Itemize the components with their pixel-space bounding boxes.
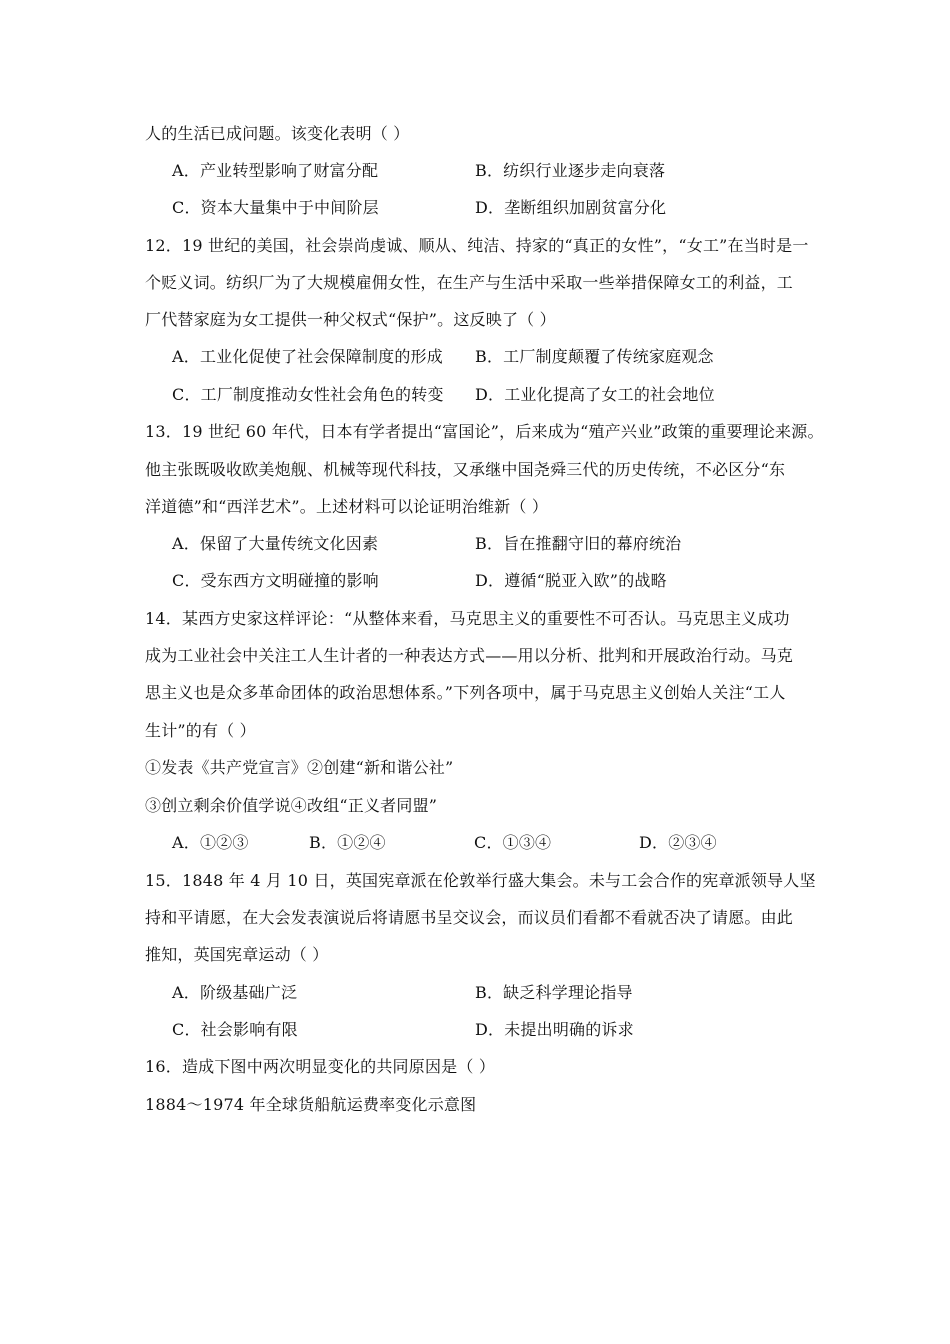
q11-option-b: B．纺织行业逐步走向衰落 <box>475 161 666 180</box>
q14-option-c: C．①③④ <box>474 833 552 852</box>
q13-stem-line-3: 洋道德”和“西洋艺术”。上述材料可以论证明治维新（ ） <box>145 497 549 516</box>
q11-stem-tail: 人的生活已成问题。该变化表明（ ） <box>145 124 410 143</box>
q11-option-d: D．垄断组织加剧贫富分化 <box>475 198 667 217</box>
q12-option-d: D．工业化提高了女工的社会地位 <box>475 385 715 404</box>
q15-option-a: A．阶级基础广泛 <box>172 983 298 1002</box>
q13-option-d: D．遵循“脱亚入欧”的战略 <box>475 571 667 590</box>
q14-item-line-2: ③创立剩余价值学说④改组“正义者同盟” <box>145 796 438 815</box>
q12-option-a: A．工业化促使了社会保障制度的形成 <box>172 347 443 366</box>
q13-option-a: A．保留了大量传统文化因素 <box>172 534 379 553</box>
q13-stem-line-1: 13．19 世纪 60 年代，日本有学者提出“富国论”，后来成为“殖产兴业”政策的重要理论来源。 <box>145 422 824 441</box>
q14-stem-line-4: 生计”的有（ ） <box>145 721 256 740</box>
q15-stem-line-1: 15．1848 年 4 月 10 日，英国宪章派在伦敦举行盛大集会。未与工会合作的宪章派领导人坚 <box>145 871 816 890</box>
q13-stem-line-2: 他主张既吸收欧美炮舰、机械等现代科技，又承继中国尧舜三代的历史传统，不必区分“东 <box>145 460 786 479</box>
q12-stem-line-1: 12．19 世纪的美国，社会崇尚虔诚、顺从、纯洁、持家的“真正的女性”，“女工”在当时是一 <box>145 236 809 255</box>
q12-stem-line-3: 厂代替家庭为女工提供一种父权式“保护”。这反映了（ ） <box>145 310 556 329</box>
q15-option-c: C．社会影响有限 <box>172 1020 298 1039</box>
q14-stem-line-1: 14．某西方史家这样评论：“从整体来看，马克思主义的重要性不可否认。马克思主义成功 <box>145 609 790 628</box>
q13-option-b: B．旨在推翻守旧的幕府统治 <box>475 534 682 553</box>
q14-option-b: B．①②④ <box>309 833 386 852</box>
q13-option-c: C．受东西方文明碰撞的影响 <box>172 571 379 590</box>
q12-option-b: B．工厂制度颠覆了传统家庭观念 <box>475 347 714 366</box>
q15-stem-line-2: 持和平请愿，在大会发表演说后将请愿书呈交议会，而议员们看都不看就否决了请愿。由此 <box>145 908 794 927</box>
q15-stem-line-3: 推知，英国宪章运动（ ） <box>145 945 329 964</box>
q11-option-c: C．资本大量集中于中间阶层 <box>172 198 379 217</box>
q12-option-c: C．工厂制度推动女性社会角色的转变 <box>172 385 444 404</box>
q14-stem-line-3: 思主义也是众多革命团体的政治思想体系。”下列各项中，属于马克思主义创始人关注“工人 <box>145 683 786 702</box>
q15-option-d: D．未提出明确的诉求 <box>475 1020 634 1039</box>
q16-figure-caption: 1884～1974 年全球货船航运费率变化示意图 <box>145 1095 477 1114</box>
q14-item-line-1: ①发表《共产党宣言》②创建“新和谐公社” <box>145 758 454 777</box>
q12-stem-line-2: 个贬义词。纺织厂为了大规模雇佣女性，在生产与生活中采取一些举措保障女工的利益，工 <box>145 273 794 292</box>
q16-stem: 16．造成下图中两次明显变化的共同原因是（ ） <box>145 1057 496 1076</box>
q14-option-a: A．①②③ <box>172 833 249 852</box>
q14-option-d: D．②③④ <box>639 833 717 852</box>
q11-option-a: A．产业转型影响了财富分配 <box>172 161 379 180</box>
q15-option-b: B．缺乏科学理论指导 <box>475 983 633 1002</box>
q14-stem-line-2: 成为工业社会中关注工人生计者的一种表达方式——用以分析、批判和开展政治行动。马克 <box>145 646 794 665</box>
